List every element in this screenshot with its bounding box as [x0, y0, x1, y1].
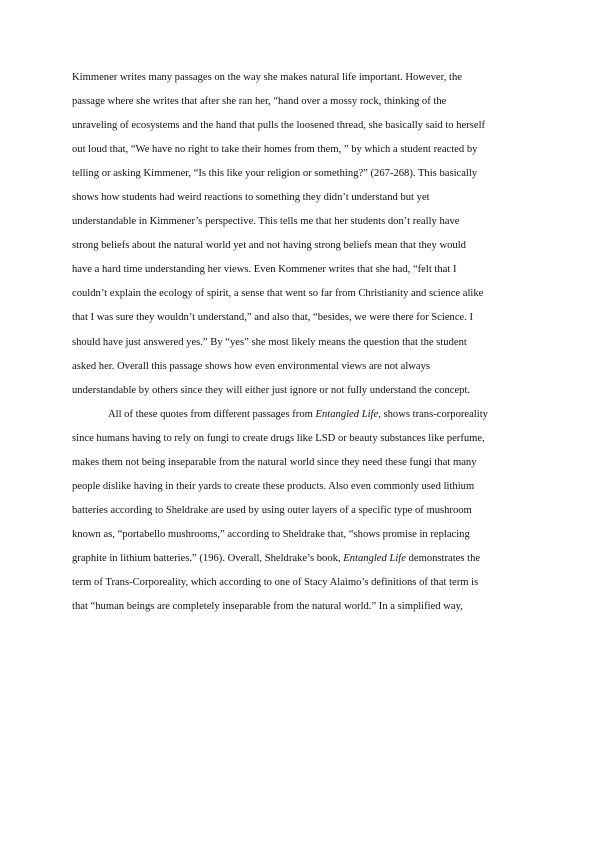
text-line: makes them not being inseparable from the natural world since they need these fungi that many	[72, 456, 477, 468]
text-line: asked her. Overall this passage shows how even environmental views are not always	[72, 360, 431, 372]
text-line: strong beliefs about the natural world yet and not having strong beliefs mean that they would	[72, 240, 466, 252]
text-line	[72, 403, 532, 427]
text-line: have a hard time understanding her views. Even Kommener writes that she had, “felt that I	[72, 264, 457, 276]
text-line: that I was sure they wouldn’t understand,” and also that, “besides, we were there for Science. I	[72, 312, 474, 324]
text-line: understandable by others since they will either just ignore or not fully understand the concept.	[72, 384, 471, 396]
text-line: telling or asking Kimmener, “Is this like your religion or something?” (267-268). This basically	[72, 168, 478, 180]
book-title: Entangled Life,	[315, 408, 381, 420]
text-line: people dislike having in their yards to create these products. Also even commonly used lithium	[72, 480, 475, 492]
text-line	[72, 547, 532, 571]
text-line: that “human beings are completely inseparable from the natural world.” In a simplified way,	[72, 601, 463, 613]
text-line: since humans having to rely on fungi to create drugs like LSD or beauty substances like perfume,	[72, 432, 485, 444]
text-run: graphite in lithium batteries.” (196). Overall, Sheldrake’s book,	[72, 552, 344, 564]
text-run: shows trans-corporeality	[380, 408, 488, 420]
text-line: known as, “portabello mushrooms,” according to Sheldrake that, “shows promise in replacing	[72, 528, 470, 540]
text-line: out loud that, “We have no right to take their homes from them, ” by which a student reacted by	[72, 144, 478, 156]
text-run: All of these quotes from different passages from	[108, 408, 316, 420]
document-body	[72, 66, 532, 619]
text-line: shows how students had weird reactions to something they didn’t understand but yet	[72, 192, 430, 204]
text-line: couldn’t explain the ecology of spirit, a sense that went so far from Christianity and science alike	[72, 288, 484, 300]
text-line: passage where she writes that after she ran her, “hand over a mossy rock, thinking of the	[72, 96, 447, 108]
text-line: term of Trans-Corporeality, which according to one of Stacy Alaimo’s definitions of that term is	[72, 576, 479, 588]
text-run: demonstrates the	[405, 552, 481, 564]
text-line: understandable in Kimmener’s perspective. This tells me that her students don’t really have	[72, 216, 460, 228]
text-line: batteries according to Sheldrake are used by using outer layers of a specific type of mushroom	[72, 504, 472, 516]
text-line: unraveling of ecosystems and the hand that pulls the loosened thread, she basically said to herself	[72, 120, 486, 132]
text-line: should have just answered yes.” By “yes” she most likely means the question that the student	[72, 336, 467, 348]
paragraph-2	[72, 403, 532, 619]
text-line: Kimmener writes many passages on the way she makes natural life important. However, the	[72, 72, 462, 83]
book-title: Entangled Life	[343, 552, 406, 564]
paragraph-1	[72, 66, 532, 403]
